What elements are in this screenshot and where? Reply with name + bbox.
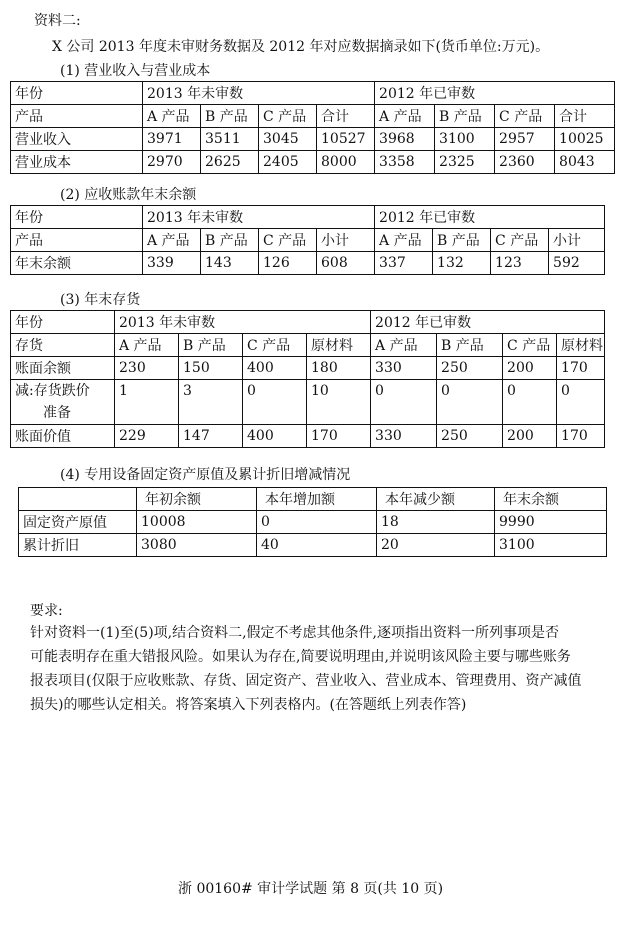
col-header: 年末余额 xyxy=(495,488,607,511)
receivables-table xyxy=(10,205,605,275)
col-header: A 产品 xyxy=(375,105,435,128)
table4-caption: (4) 专用设备固定资产原值及累计折旧增减情况 xyxy=(60,467,351,483)
cell: 8043 xyxy=(555,151,615,174)
cell: 10 xyxy=(307,380,371,425)
table-row xyxy=(11,252,605,275)
cell: 200 xyxy=(503,357,557,380)
cell: 2957 xyxy=(495,128,555,151)
cell: 150 xyxy=(179,357,243,380)
col-header: A 产品 xyxy=(115,334,179,357)
cell: 330 xyxy=(371,357,437,380)
cell: 9990 xyxy=(495,511,607,534)
col-header: 年初余额 xyxy=(137,488,257,511)
cell: 2325 xyxy=(435,151,495,174)
cell: 0 xyxy=(503,380,557,425)
col-header: B 产品 xyxy=(201,105,259,128)
cell: 0 xyxy=(437,380,503,425)
section-heading: 资料二: xyxy=(34,13,81,29)
col-header: C 产品 xyxy=(491,229,549,252)
cell: 126 xyxy=(259,252,317,275)
col-header: C 产品 xyxy=(259,105,317,128)
requirement-title: 要求: xyxy=(30,603,63,619)
cell: 3511 xyxy=(201,128,259,151)
table-row xyxy=(11,425,605,448)
cell: 608 xyxy=(317,252,375,275)
year-2013-header: 2013 年未审数 xyxy=(115,311,371,334)
row-label: 年末余额 xyxy=(11,252,143,275)
col-header: A 产品 xyxy=(143,229,201,252)
cell: 229 xyxy=(115,425,179,448)
requirement-line: 损失)的哪些认定相关。将答案填入下列表格内。(在答题纸上列表作答) xyxy=(30,697,467,713)
cell: 10008 xyxy=(137,511,257,534)
year-2013-header: 2013 年未审数 xyxy=(143,82,375,105)
col-header: 小计 xyxy=(317,229,375,252)
table3-caption: (3) 年末存货 xyxy=(60,292,141,308)
col-header: C 产品 xyxy=(243,334,307,357)
col-header: 合计 xyxy=(317,105,375,128)
cell: 3971 xyxy=(143,128,201,151)
year-2012-header: 2012 年已审数 xyxy=(371,311,605,334)
cell: 337 xyxy=(375,252,433,275)
product-label: 产品 xyxy=(11,105,143,128)
cell: 250 xyxy=(437,425,503,448)
table1-caption: (1) 营业收入与营业成本 xyxy=(60,63,211,79)
col-header: 原材料 xyxy=(557,334,605,357)
cell: 3080 xyxy=(137,534,257,557)
cell: 40 xyxy=(257,534,377,557)
cell: 147 xyxy=(179,425,243,448)
col-header: C 产品 xyxy=(259,229,317,252)
col-header: B 产品 xyxy=(435,105,495,128)
cell: 2405 xyxy=(259,151,317,174)
cell: 20 xyxy=(377,534,495,557)
cell: 330 xyxy=(371,425,437,448)
year-label: 年份 xyxy=(11,206,143,229)
cell: 8000 xyxy=(317,151,375,174)
cell: 2360 xyxy=(495,151,555,174)
cell: 3358 xyxy=(375,151,435,174)
cell: 0 xyxy=(243,380,307,425)
cell: 3100 xyxy=(435,128,495,151)
col-header: C 产品 xyxy=(495,105,555,128)
cell: 592 xyxy=(549,252,605,275)
cell: 0 xyxy=(557,380,605,425)
requirement-line: 针对资料一(1)至(5)项,结合资料二,假定不考虑其他条件,逐项指出资料一所列事项是否 xyxy=(30,625,560,641)
table-row xyxy=(19,511,607,534)
table-row xyxy=(11,357,605,380)
col-header: 原材料 xyxy=(307,334,371,357)
year-2012-header: 2012 年已审数 xyxy=(375,82,615,105)
cell: 1 xyxy=(115,380,179,425)
table2-caption: (2) 应收账款年末余额 xyxy=(60,187,197,203)
col-header: A 产品 xyxy=(371,334,437,357)
col-header: C 产品 xyxy=(503,334,557,357)
row-label: 营业成本 xyxy=(11,151,143,174)
col-header: B 产品 xyxy=(433,229,491,252)
requirement-line: 报表项目(仅限于应收账款、存货、固定资产、营业收入、营业成本、管理费用、资产减值 xyxy=(30,673,582,689)
cell: 3100 xyxy=(495,534,607,557)
corner-cell xyxy=(19,488,137,511)
cell: 10025 xyxy=(555,128,615,151)
cell: 143 xyxy=(201,252,259,275)
cell: 400 xyxy=(243,357,307,380)
requirement-text xyxy=(30,621,610,717)
cell: 0 xyxy=(371,380,437,425)
product-label: 产品 xyxy=(11,229,143,252)
fixed-assets-table xyxy=(18,487,607,557)
col-header: A 产品 xyxy=(143,105,201,128)
row-label-line1: 减:存货跌价 xyxy=(15,383,90,399)
year-2013-header: 2013 年未审数 xyxy=(143,206,375,229)
cell: 2970 xyxy=(143,151,201,174)
cell: 2625 xyxy=(201,151,259,174)
year-label: 年份 xyxy=(11,311,115,334)
cell: 339 xyxy=(143,252,201,275)
inventory-label: 存货 xyxy=(11,334,115,357)
cell: 18 xyxy=(377,511,495,534)
cell: 230 xyxy=(115,357,179,380)
col-header: A 产品 xyxy=(375,229,433,252)
cell: 170 xyxy=(557,357,605,380)
cell: 3 xyxy=(179,380,243,425)
cell: 170 xyxy=(307,425,371,448)
intro-text: X 公司 2013 年度未审财务数据及 2012 年对应数据摘录如下(货币单位:万元)。 xyxy=(52,39,550,55)
table-row xyxy=(11,380,605,425)
row-label: 累计折旧 xyxy=(19,534,137,557)
table-row xyxy=(19,534,607,557)
row-label: 账面余额 xyxy=(11,357,115,380)
row-label-line2: 准备 xyxy=(43,405,71,421)
row-label xyxy=(11,380,115,425)
col-header: B 产品 xyxy=(201,229,259,252)
cell: 200 xyxy=(503,425,557,448)
row-label: 营业收入 xyxy=(11,128,143,151)
inventory-table xyxy=(10,310,605,448)
cell: 3045 xyxy=(259,128,317,151)
table-row xyxy=(11,128,615,151)
table-row xyxy=(11,151,615,174)
col-header: B 产品 xyxy=(437,334,503,357)
cell: 0 xyxy=(257,511,377,534)
cell: 400 xyxy=(243,425,307,448)
cell: 132 xyxy=(433,252,491,275)
row-label: 固定资产原值 xyxy=(19,511,137,534)
requirement-line: 可能表明存在重大错报风险。如果认为存在,简要说明理由,并说明该风险主要与哪些账务 xyxy=(30,649,571,665)
cell: 170 xyxy=(557,425,605,448)
col-header: B 产品 xyxy=(179,334,243,357)
col-header: 本年增加额 xyxy=(257,488,377,511)
cell: 123 xyxy=(491,252,549,275)
year-label: 年份 xyxy=(11,82,143,105)
cell: 10527 xyxy=(317,128,375,151)
year-2012-header: 2012 年已审数 xyxy=(375,206,605,229)
col-header: 合计 xyxy=(555,105,615,128)
col-header: 小计 xyxy=(549,229,605,252)
cell: 3968 xyxy=(375,128,435,151)
cell: 250 xyxy=(437,357,503,380)
col-header: 本年减少额 xyxy=(377,488,495,511)
row-label: 账面价值 xyxy=(11,425,115,448)
page-footer: 浙 00160# 审计学试题 第 8 页(共 10 页) xyxy=(178,881,444,897)
cell: 180 xyxy=(307,357,371,380)
revenue-cost-table xyxy=(10,81,615,174)
